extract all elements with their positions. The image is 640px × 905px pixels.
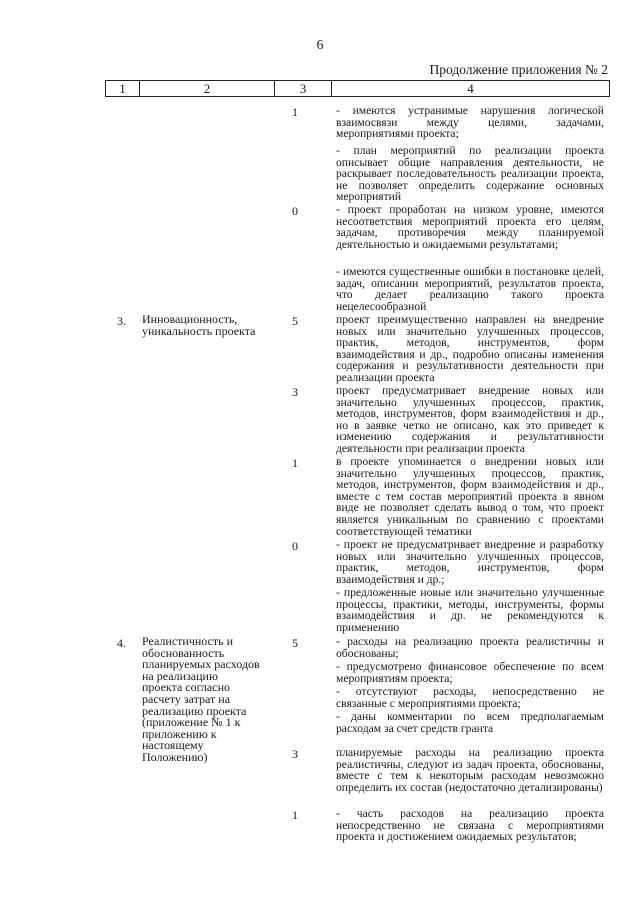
score: 1 — [292, 105, 298, 119]
header-col-1: 1 — [106, 81, 140, 97]
criterion-text: планируемые расходы на реализацию проекта реалистичны, следуют из задач проекта, обоснованы, вместе с тем к некоторым расходам невозможно определить их состав (недостаточно детализированы) — [336, 746, 604, 794]
criterion-text: - проект проработан на низком уровне, имеются несоответствия мероприятий проекта его целям, задачам, противоречия между планируемой деятельностью и ожидаемыми результатами; — [336, 203, 604, 251]
criterion-text: проект предусматривает внедрение новых или значительно улучшенных процессов, практик, методов, инструментов, форм взаимодействия и др., но в заявке четко не описано, как это приведет к изменению содержания и результативности деятельности при реализации проекта — [336, 384, 604, 455]
criterion-title: Инновационность, уникальность проекта — [142, 312, 256, 338]
criterion-text: - план мероприятий по реализации проекта описывает общие направления деятельности, не раскрывает последовательность реализации проекта, не позволяет определить содержание основных мероприятий — [336, 144, 604, 204]
header-col-3: 3 — [275, 81, 332, 97]
criterion-text: - имеются существенные ошибки в постановке целей, задач, описании мероприятий, результатов проекта, что делает реализацию такого проекта нецелесообразной — [336, 265, 604, 313]
criterion-text: проект преимущественно направлен на внедрение новых или значительно улучшенных процессов, практик, методов, инструментов, форм взаимодействия и др., подробно описаны изменения содержания и результативности деятельности при реализации проекта — [336, 313, 604, 384]
score: 3 — [292, 385, 298, 399]
criterion-text: - расходы на реализацию проекта реалистичны и обоснованы; — [336, 635, 604, 660]
continuation-label: Продолжение приложения № 2 — [429, 62, 608, 77]
criterion-title: Реалистичность и обоснованность планируемых расходов на реализацию проекта согласно расчету затрат на реализацию проекта (приложение № 1 к приложению к настоящему Положению) — [142, 634, 260, 764]
score: 0 — [292, 539, 298, 553]
criterion-text: - отсутствуют расходы, непосредственно не связанные с мероприятиями проекта; — [336, 685, 604, 710]
header-col-2: 2 — [140, 81, 275, 97]
criterion-number: 3. — [117, 314, 126, 328]
header-col-4: 4 — [332, 81, 610, 97]
score: 5 — [292, 314, 298, 328]
criterion-text: - предложенные новые или значительно улучшенные процессы, практики, методы, инструменты, формы взаимодействия и др. не рекомендуются к применению — [336, 586, 604, 634]
criterion-text: - даны комментарии по всем предполагаемым расходам за счет средств гранта — [336, 710, 604, 735]
page-number: 6 — [316, 38, 324, 53]
score: 3 — [292, 747, 298, 761]
criterion-text: - имеются устранимые нарушения логической взаимосвязи между целями, задачами, мероприятиями проекта; — [336, 104, 604, 141]
criterion-text: - часть расходов на реализацию проекта непосредственно не связана с мероприятиями проекта и достижением ожидаемых результатов; — [336, 807, 604, 844]
score: 5 — [292, 636, 298, 650]
column-header-row — [105, 80, 610, 97]
criterion-text: - проект не предусматривает внедрение и разработку новых или значительно улучшенных процессов, практик, методов, инструментов, форм взаимодействия и др.; — [336, 538, 604, 586]
criterion-text: в проекте упоминается о внедрении новых или значительно улучшенных процессов, практик, методов, инструментов, форм взаимодействия и др., вместе с тем состав мероприятий проекта в явном виде не позволяет сделать вывод о том, что проект является уникальным по сравнению с проектами соответствующей тематики — [336, 455, 604, 538]
score: 0 — [292, 204, 298, 218]
score: 1 — [292, 456, 298, 470]
criterion-number: 4. — [117, 636, 126, 650]
criterion-text: - предусмотрено финансовое обеспечение по всем мероприятиям проекта; — [336, 660, 604, 685]
score: 1 — [292, 808, 298, 822]
